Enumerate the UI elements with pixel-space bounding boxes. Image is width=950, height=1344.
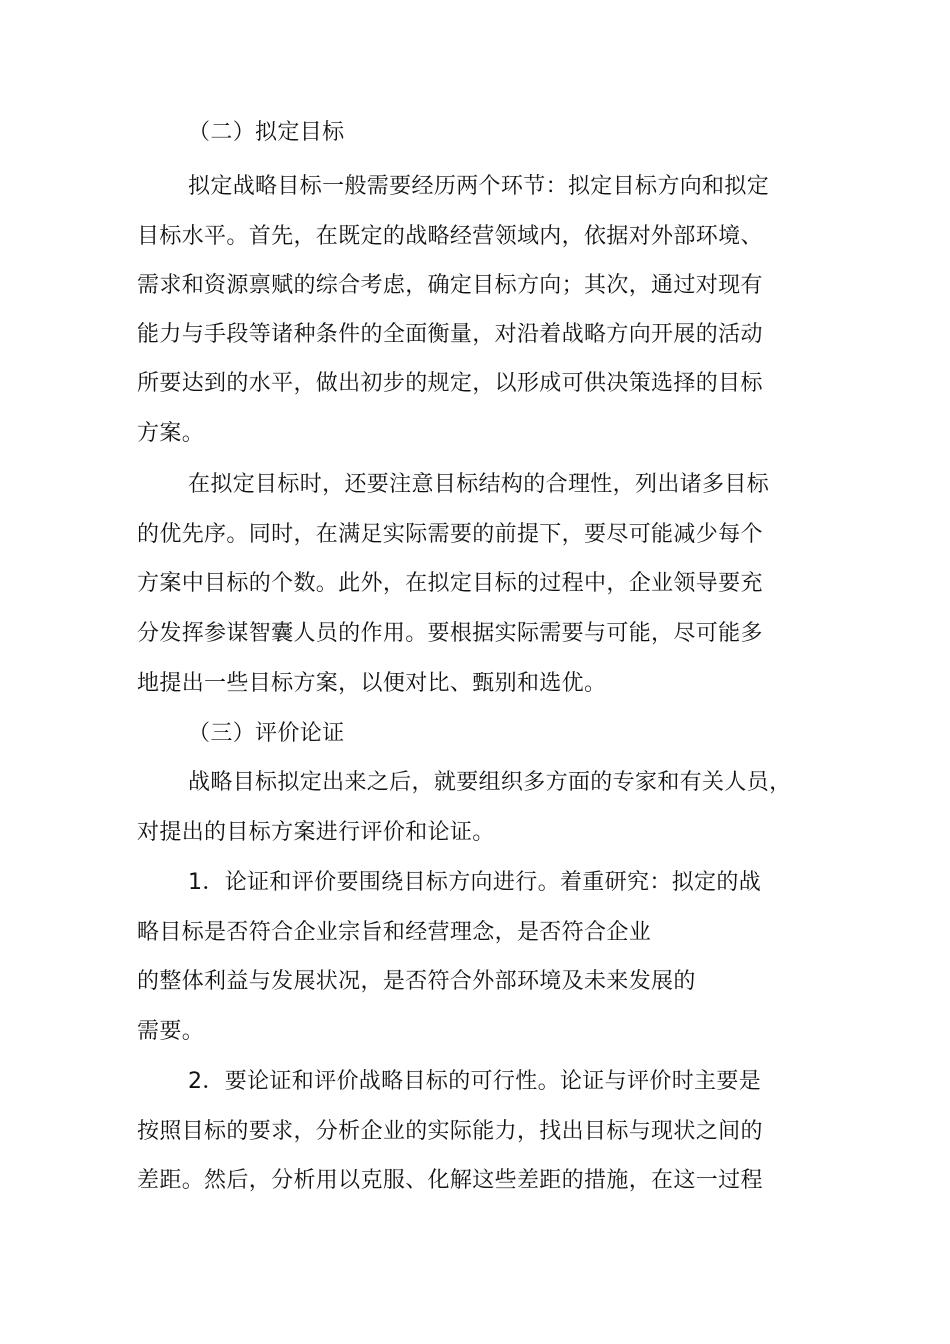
paragraph-line: 战略目标拟定出来之后，就要组织多方面的专家和有关人员， [188,770,792,795]
paragraph-line: 能力与手段等诸种条件的全面衡量，对沿着战略方向开展的活动 [137,322,763,347]
paragraph-line: 方案中目标的个数。此外，在拟定目标的过程中，企业领导要充 [137,571,763,596]
paragraph-line: 在拟定目标时，还要注意目标结构的合理性，列出诸多目标 [188,472,770,497]
list-item-line: 1．论证和评价要围绕目标方向进行。着重研究：拟定的战 [188,870,762,895]
paragraph-line: 所要达到的水平，做出初步的规定，以形成可供决策选择的目标 [137,371,763,396]
paragraph-line: 拟定战略目标一般需要经历两个环节：拟定目标方向和拟定 [188,174,770,199]
section-heading-draft-goals: （二）拟定目标 [188,120,345,145]
paragraph-line: 需求和资源禀赋的综合考虑，确定目标方向；其次，通过对现有 [137,273,763,298]
paragraph-line: 地提出一些目标方案，以便对比、甄别和选优。 [137,671,607,696]
list-item-line: 按照目标的要求，分析企业的实际能力，找出目标与现状之间的 [137,1119,763,1144]
section-heading-evaluation: （三）评价论证 [188,721,345,746]
paragraph-line: 方案。 [137,421,205,446]
paragraph-line: 分发挥参谋智囊人员的作用。要根据实际需要与可能，尽可能多 [137,621,763,646]
list-item-line: 的整体利益与发展状况，是否符合外部环境及未来发展的 [137,969,696,994]
list-item-line: 2．要论证和评价战略目标的可行性。论证与评价时主要是 [188,1069,762,1094]
paragraph-line: 目标水平。首先，在既定的战略经营领域内，依据对外部环境、 [137,224,763,249]
list-item-line: 需要。 [137,1019,205,1044]
paragraph-line: 对提出的目标方案进行评价和论证。 [137,820,495,845]
list-item-line: 略目标是否符合企业宗旨和经营理念，是否符合企业 [137,920,652,945]
list-item-line: 差距。然后，分析用以克服、化解这些差距的措施，在这一过程 [137,1168,763,1193]
paragraph-line: 的优先序。同时，在满足实际需要的前提下，要尽可能减少每个 [137,522,763,547]
